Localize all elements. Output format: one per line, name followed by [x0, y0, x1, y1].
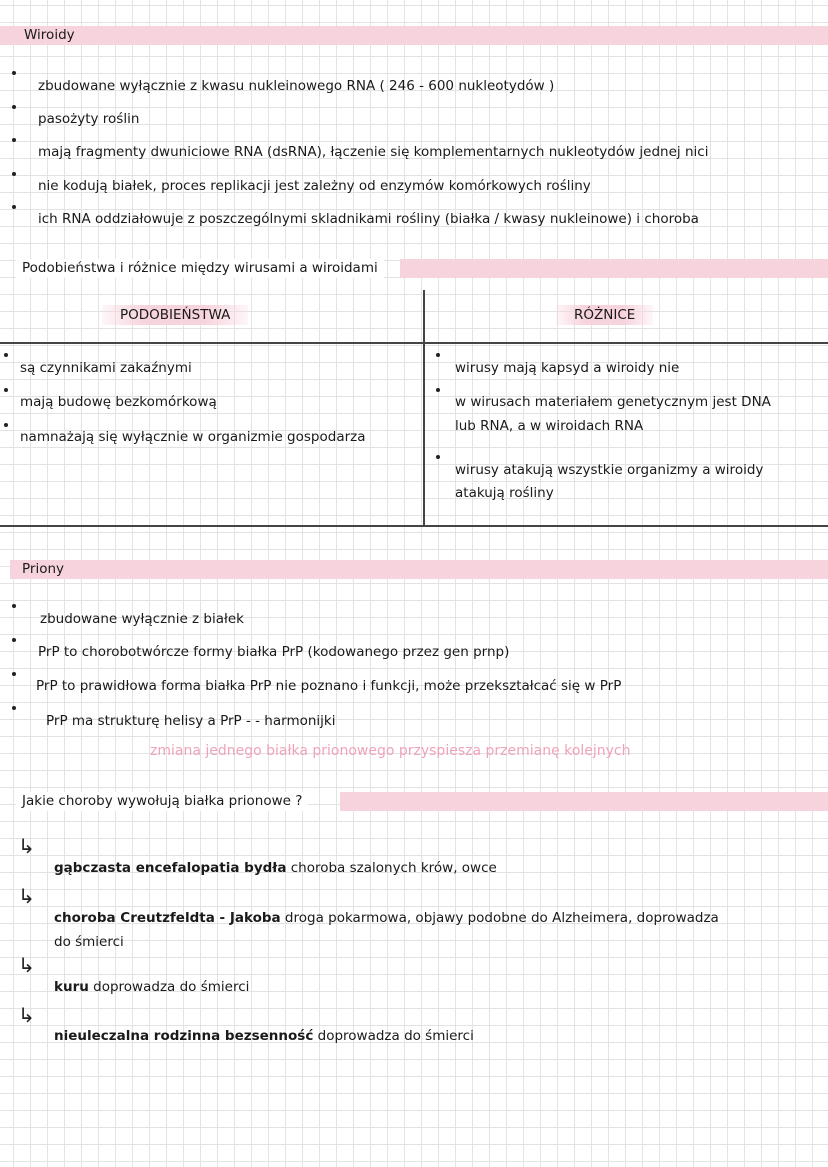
bullet-icon [12, 205, 16, 209]
table-cell: w wirusach materiałem genetycznym jest DNA [455, 394, 771, 410]
bullet-icon [12, 672, 16, 676]
bullet-icon [4, 423, 8, 427]
list-item: PrP ma strukturę helisy a PrP - - harmonijki [46, 713, 336, 729]
list-item: PrP to prawidłowa forma białka PrP nie poznano i funkcji, może przekształcać się w PrP [36, 678, 622, 694]
bullet-icon [12, 105, 16, 109]
bullet-icon [12, 71, 16, 75]
list-item: nie kodują białek, proces replikacji jest zależny od enzymów komórkowych rośliny [38, 178, 591, 194]
list-item: ich RNA oddziałowuje z poszczególnymi skladnikami rośliny (białka / kwasy nukleinowe) i choroba [38, 211, 699, 227]
disease-name: nieuleczalna rodzinna bezsenność [54, 1028, 314, 1044]
disease-desc: droga pokarmowa, objawy podobne do Alzheimera, doprowadza [280, 910, 719, 926]
bullet-icon [12, 604, 16, 608]
heading-highlight [340, 792, 828, 811]
list-item-continuation: do śmierci [54, 934, 124, 950]
table-cell: są czynnikami zakaźnymi [20, 360, 192, 376]
heading-highlight [10, 560, 828, 579]
bullet-icon [4, 353, 8, 357]
list-item: PrP to chorobotwórcze formy białka PrP (kodowanego przez gen prnp) [38, 644, 510, 660]
arrow-icon: ↳ [18, 1003, 35, 1027]
bullet-icon [436, 388, 440, 392]
column-header-differences [556, 307, 653, 323]
list-item [54, 910, 719, 926]
table-divider [0, 342, 828, 344]
disease-name: choroba Creutzfeldta - Jakoba [54, 910, 281, 926]
column-header-similarities [102, 307, 248, 323]
column-header-label: PODOBIEŃSTWA [102, 305, 248, 325]
list-item: zbudowane wyłącznie z białek [40, 611, 244, 627]
list-item: mają fragmenty dwuniciowe RNA (dsRNA), łączenie się komplementarnych nukleotydów jednej nici [38, 144, 709, 160]
table-divider [0, 525, 828, 527]
table-cell: wirusy atakują wszystkie organizmy a wiroidy [455, 462, 764, 478]
table-divider [423, 290, 425, 526]
list-item [54, 979, 249, 995]
column-header-label: RÓŻNICE [556, 305, 653, 325]
section-heading-priony: Priony [22, 561, 65, 577]
table-cell: atakują rośliny [455, 485, 554, 501]
disease-desc: doprowadza do śmierci [88, 979, 250, 995]
heading-highlight [0, 26, 828, 45]
table-cell: mają budowę bezkomórkową [20, 394, 217, 410]
bullet-icon [12, 638, 16, 642]
bullet-icon [436, 455, 440, 459]
arrow-icon: ↳ [18, 884, 35, 908]
bullet-icon [12, 172, 16, 176]
list-item: zbudowane wyłącznie z kwasu nukleinowego RNA ( 246 - 600 nukleotydów ) [38, 78, 555, 94]
list-item [54, 860, 497, 876]
bullet-icon [12, 706, 16, 710]
table-cell: namnażają się wyłącznie w organizmie gospodarza [20, 429, 366, 445]
heading-highlight [400, 259, 828, 278]
table-cell: wirusy mają kapsyd a wiroidy nie [455, 360, 680, 376]
disease-desc: choroba szalonych krów, owce [286, 860, 497, 876]
highlighted-note: zmiana jednego białka prionowego przyspiesza przemianę kolejnych [150, 743, 631, 759]
section-heading-wiroidy: Wiroidy [24, 27, 75, 43]
section-heading-diseases: Jakie choroby wywołują białka prionowe ? [16, 792, 308, 811]
list-item [54, 1028, 474, 1044]
table-cell: lub RNA, a w wiroidach RNA [455, 418, 644, 434]
bullet-icon [436, 353, 440, 357]
list-item: pasożyty roślin [38, 111, 140, 127]
arrow-icon: ↳ [18, 834, 35, 858]
disease-desc: doprowadza do śmierci [313, 1028, 474, 1044]
arrow-icon: ↳ [18, 953, 35, 977]
bullet-icon [12, 138, 16, 142]
section-heading-comparison: Podobieństwa i różnice między wirusami a wiroidami [16, 259, 384, 278]
disease-name: kuru [54, 979, 89, 995]
bullet-icon [4, 388, 8, 392]
disease-name: gąbczasta encefalopatia bydła [54, 860, 287, 876]
